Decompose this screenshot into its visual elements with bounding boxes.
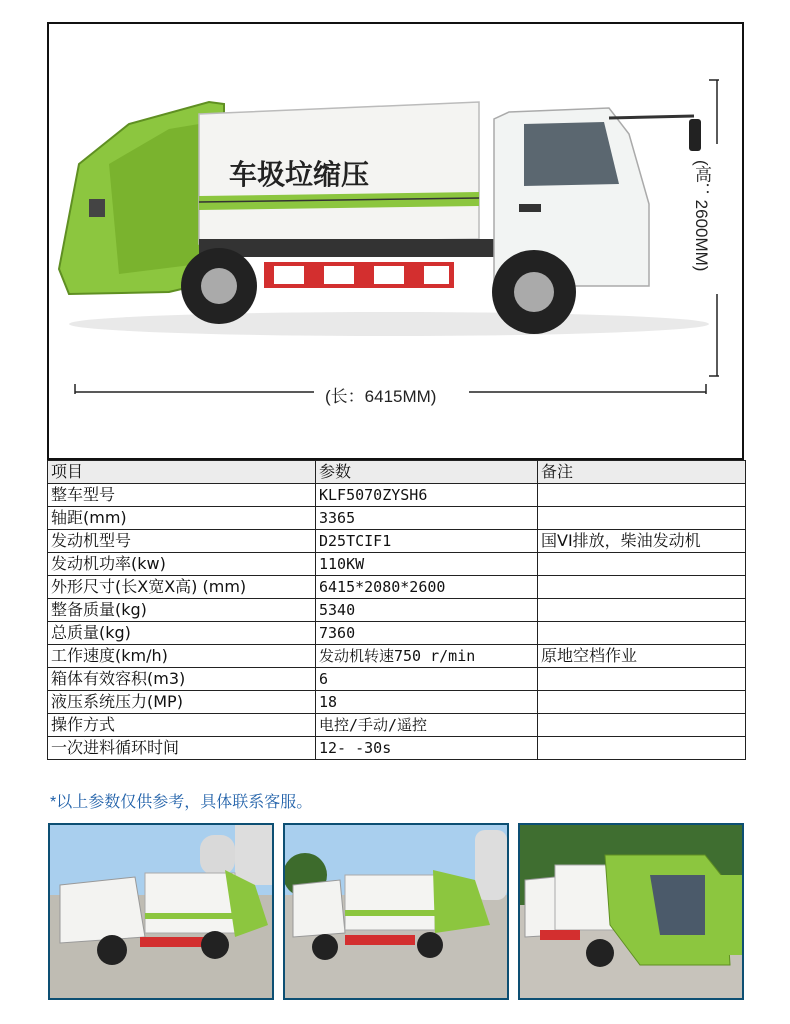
- table-row: [48, 530, 746, 553]
- row-note: [538, 622, 746, 645]
- truck-photo-2: [283, 823, 509, 1000]
- truck-photo-1: [48, 823, 274, 1000]
- row-value: 12- -30s: [316, 737, 538, 760]
- row-value: 7360: [316, 622, 538, 645]
- table-row: [48, 622, 746, 645]
- table-row: [48, 668, 746, 691]
- row-note: [538, 737, 746, 760]
- table-header-row: [48, 461, 746, 484]
- header-item: 项目: [48, 461, 316, 484]
- disclaimer-note: *以上参数仅供参考，具体联系客服。: [50, 794, 313, 811]
- table-row: [48, 576, 746, 599]
- row-note: [538, 668, 746, 691]
- row-label: 整车型号: [48, 484, 316, 507]
- header-note: 备注: [538, 461, 746, 484]
- row-label: 轴距(mm): [48, 507, 316, 530]
- table-row: [48, 507, 746, 530]
- row-note: [538, 714, 746, 737]
- header-param: 参数: [316, 461, 538, 484]
- row-note: 原地空档作业: [538, 645, 746, 668]
- row-note: [538, 484, 746, 507]
- row-value: 发动机转速750 r/min: [316, 645, 538, 668]
- row-value: 6: [316, 668, 538, 691]
- row-note: [538, 599, 746, 622]
- row-value: D25TCIF1: [316, 530, 538, 553]
- row-label: 工作速度(km/h): [48, 645, 316, 668]
- table-row: [48, 737, 746, 760]
- truck-side-view: [47, 22, 744, 460]
- row-note: [538, 576, 746, 599]
- row-label: 整备质量(kg): [48, 599, 316, 622]
- table-row: [48, 484, 746, 507]
- row-value: 5340: [316, 599, 538, 622]
- table-row: [48, 645, 746, 668]
- spec-table: [47, 460, 746, 760]
- length-dimension: (长：6415MM): [317, 382, 444, 407]
- row-label: 发动机型号: [48, 530, 316, 553]
- row-value: 110KW: [316, 553, 538, 576]
- row-label: 操作方式: [48, 714, 316, 737]
- row-label: 发动机功率(kw): [48, 553, 316, 576]
- row-value: 电控/手动/遥控: [316, 714, 538, 737]
- height-dimension: (高：2600MM): [689, 152, 714, 279]
- table-row: [48, 714, 746, 737]
- row-value: KLF5070ZYSH6: [316, 484, 538, 507]
- row-note: 国VI排放，柴油发动机: [538, 530, 746, 553]
- truck-side-text: 车圾垃缩压: [229, 158, 370, 191]
- row-label: 一次进料循环时间: [48, 737, 316, 760]
- row-value: 6415*2080*2600: [316, 576, 538, 599]
- row-note: [538, 507, 746, 530]
- table-row: [48, 553, 746, 576]
- row-value: 3365: [316, 507, 538, 530]
- row-label: 箱体有效容积(m3): [48, 668, 316, 691]
- row-label: 外形尺寸(长X宽X高) (mm): [48, 576, 316, 599]
- table-row: [48, 691, 746, 714]
- row-note: [538, 553, 746, 576]
- row-note: [538, 691, 746, 714]
- row-label: 液压系统压力(MP): [48, 691, 316, 714]
- row-label: 总质量(kg): [48, 622, 316, 645]
- truck-photo-3: [518, 823, 744, 1000]
- table-row: [48, 599, 746, 622]
- row-value: 18: [316, 691, 538, 714]
